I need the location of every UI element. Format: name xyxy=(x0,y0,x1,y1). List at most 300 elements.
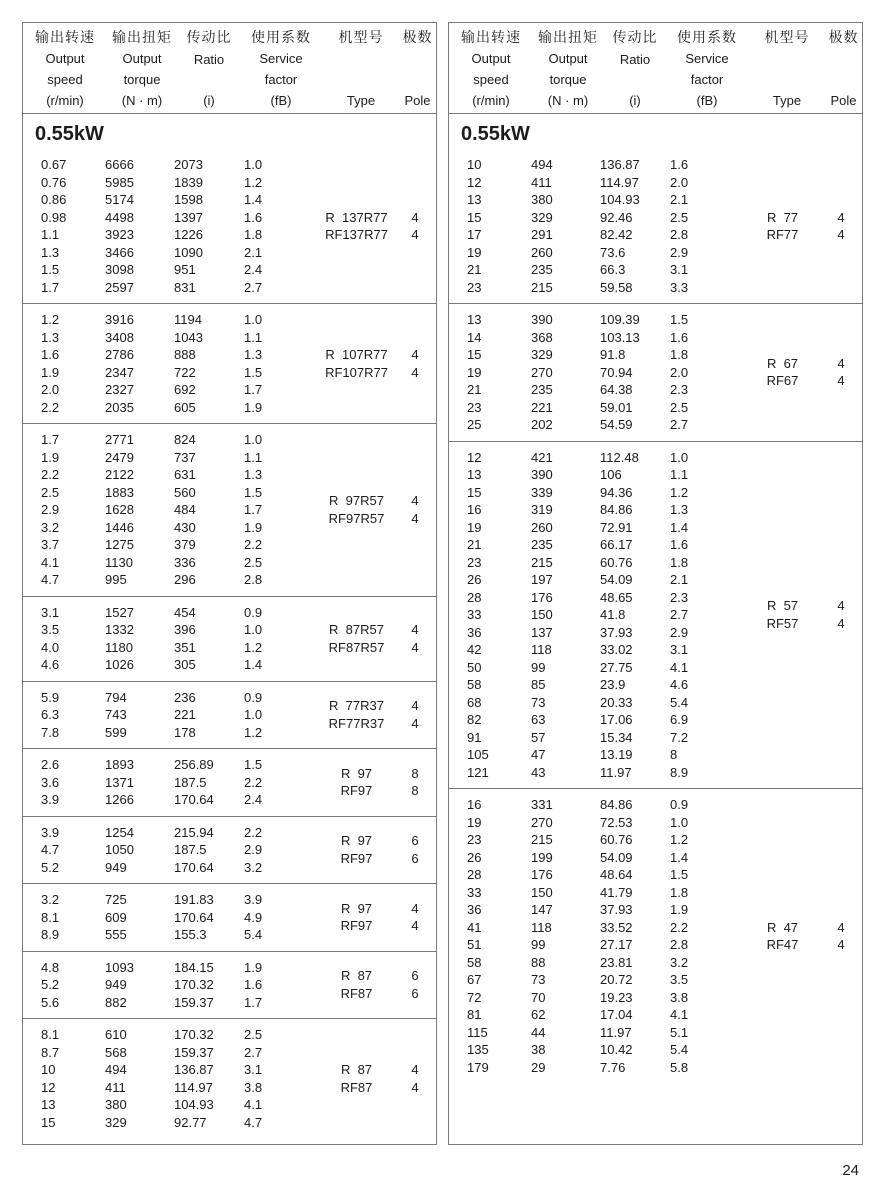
cell-output-torque: 725 xyxy=(105,892,127,907)
cell-output-speed: 1.2 xyxy=(41,312,60,327)
type-pole-row xyxy=(319,510,436,528)
pole-value: 4 xyxy=(411,347,419,362)
cell-ratio: 23.81 xyxy=(600,954,633,970)
cell-ratio: 1397 xyxy=(174,209,203,225)
cell-output-torque: 221 xyxy=(531,399,553,415)
cell-ratio: 13.19 xyxy=(600,747,633,762)
cell-ratio: 215.94 xyxy=(174,824,214,840)
cell-output-speed: 8.7 xyxy=(41,1044,60,1060)
cell-output-speed: 2.5 xyxy=(41,484,60,500)
type-label: R 47 xyxy=(766,919,799,935)
left_table-groups xyxy=(23,149,436,1144)
cell-ratio: 1090 xyxy=(174,244,203,260)
cell-output-torque: 38 xyxy=(531,1042,546,1057)
cell-service-factor: 1.8 xyxy=(670,884,689,900)
cell-output-speed: 115 xyxy=(467,1024,488,1040)
cell-output-torque: 73 xyxy=(531,972,546,987)
cell-output-torque: 5174 xyxy=(105,192,134,207)
cell-output-speed: 19 xyxy=(467,519,482,535)
table-group xyxy=(23,424,436,597)
header-type-unit: Type xyxy=(772,92,802,108)
cell-ratio: 191.83 xyxy=(174,892,214,907)
pole-value: 4 xyxy=(837,373,845,389)
cell-service-factor: 2.2 xyxy=(244,824,263,840)
cell-output-torque: 215 xyxy=(531,554,553,570)
header-output-torque xyxy=(531,30,605,108)
cell-output-speed: 19 xyxy=(467,814,482,830)
table-group xyxy=(23,682,436,750)
cell-ratio: 1226 xyxy=(174,227,203,242)
pole-value: 4 xyxy=(411,900,419,916)
cell-output-speed: 4.0 xyxy=(41,639,60,655)
group-rows xyxy=(449,449,745,782)
cell-output-torque: 147 xyxy=(531,902,553,917)
cell-ratio: 484 xyxy=(174,502,196,517)
group-rows xyxy=(449,311,745,434)
cell-ratio: 84.86 xyxy=(600,502,633,517)
cell-output-speed: 1.3 xyxy=(41,329,60,345)
cell-ratio: 187.5 xyxy=(174,842,207,857)
type-pole-block xyxy=(745,449,862,782)
cell-service-factor: 1.9 xyxy=(244,519,263,535)
cell-output-speed: 12 xyxy=(467,174,482,190)
cell-output-torque: 88 xyxy=(531,954,546,970)
cell-ratio: 114.97 xyxy=(600,174,639,190)
cell-output-speed: 15 xyxy=(41,1114,56,1130)
type-pole-row xyxy=(319,226,436,244)
pole-value: 8 xyxy=(411,783,419,799)
pole-value: 4 xyxy=(411,698,419,714)
cell-output-torque: 3098 xyxy=(105,262,134,277)
cell-ratio: 48.64 xyxy=(600,867,633,882)
cell-output-torque: 176 xyxy=(531,867,553,882)
cell-ratio: 15.34 xyxy=(600,729,633,745)
header-output-speed xyxy=(451,30,531,108)
cell-output-speed: 19 xyxy=(467,244,482,260)
pole-value: 4 xyxy=(411,1062,419,1077)
cell-ratio: 256.89 xyxy=(174,757,214,772)
cell-output-torque: 62 xyxy=(531,1007,546,1022)
cell-ratio: 170.64 xyxy=(174,792,214,807)
cell-ratio: 737 xyxy=(174,449,196,465)
cell-ratio: 66.3 xyxy=(600,262,626,277)
cell-service-factor: 1.4 xyxy=(244,192,263,207)
cell-output-speed: 2.2 xyxy=(41,467,60,482)
table-group xyxy=(23,749,436,817)
cell-output-torque: 2035 xyxy=(105,399,134,415)
header-type-unit: Type xyxy=(346,92,376,108)
cell-service-factor: 2.2 xyxy=(244,537,263,552)
cell-ratio: 336 xyxy=(174,554,196,570)
cell-service-factor: 1.5 xyxy=(244,484,263,500)
type-pole-row xyxy=(745,919,862,937)
cell-service-factor: 1.9 xyxy=(244,399,263,415)
cell-ratio: 59.01 xyxy=(600,399,633,415)
cell-ratio: 106 xyxy=(600,467,622,482)
header-type xyxy=(323,30,399,108)
cell-output-speed: 28 xyxy=(467,589,482,605)
pole-value: 4 xyxy=(411,639,419,655)
cell-output-torque: 2327 xyxy=(105,382,134,397)
cell-output-torque: 1371 xyxy=(105,774,134,790)
cell-output-speed: 13 xyxy=(467,312,482,327)
cell-ratio: 91.8 xyxy=(600,347,626,362)
left-spec-table xyxy=(22,22,437,1145)
header-output-speed-zh: 输出转速 xyxy=(35,29,95,45)
type-label: R 67 xyxy=(766,355,799,371)
cell-service-factor: 3.8 xyxy=(670,989,689,1005)
cell-output-torque: 610 xyxy=(105,1027,127,1042)
cell-ratio: 33.52 xyxy=(600,919,633,935)
cell-ratio: 159.37 xyxy=(174,994,214,1010)
cell-ratio: 70.94 xyxy=(600,364,633,380)
cell-ratio: 73.6 xyxy=(600,244,626,260)
type-label: RF77R37 xyxy=(328,715,385,731)
cell-output-torque: 270 xyxy=(531,814,553,830)
cell-output-speed: 1.5 xyxy=(41,262,60,277)
type-pole-row xyxy=(745,355,862,373)
cell-output-torque: 421 xyxy=(531,449,553,465)
cell-ratio: 37.93 xyxy=(600,902,633,917)
cell-service-factor: 3.8 xyxy=(244,1079,263,1095)
cell-output-torque: 380 xyxy=(531,192,553,207)
cell-output-speed: 26 xyxy=(467,572,482,587)
cell-service-factor: 2.9 xyxy=(670,624,689,640)
cell-output-torque: 882 xyxy=(105,994,127,1010)
cell-output-speed: 16 xyxy=(467,502,482,517)
type-label: RF97 xyxy=(340,850,373,866)
cell-output-torque: 1266 xyxy=(105,792,134,807)
type-pole-row xyxy=(319,1061,436,1079)
type-pole-row xyxy=(745,597,862,615)
pole-value: 4 xyxy=(837,937,845,952)
type-label: RF67 xyxy=(766,373,799,389)
cell-ratio: 92.77 xyxy=(174,1114,207,1130)
header-ratio-en1: Ratio xyxy=(619,51,651,67)
cell-service-factor: 2.7 xyxy=(244,279,263,295)
cell-output-torque: 3923 xyxy=(105,227,134,242)
cell-output-speed: 1.6 xyxy=(41,347,60,362)
type-pole-row xyxy=(319,832,436,850)
cell-output-speed: 81 xyxy=(467,1007,482,1022)
cell-service-factor: 1.0 xyxy=(670,814,689,830)
type-pole-block xyxy=(319,1026,436,1131)
header-output-speed xyxy=(25,30,105,108)
cell-output-speed: 33 xyxy=(467,884,482,900)
cell-output-speed: 12 xyxy=(467,449,482,465)
cell-output-torque: 3408 xyxy=(105,329,134,345)
cell-service-factor: 2.5 xyxy=(244,554,263,570)
cell-ratio: 72.91 xyxy=(600,519,633,535)
cell-output-speed: 2.6 xyxy=(41,757,60,772)
cell-service-factor: 2.7 xyxy=(670,417,689,432)
pole-value: 4 xyxy=(837,227,845,242)
type-label: R 97 xyxy=(340,833,373,849)
type-label: R 57 xyxy=(766,598,799,614)
cell-service-factor: 1.1 xyxy=(670,467,689,482)
cell-ratio: 84.86 xyxy=(600,797,633,812)
cell-ratio: 10.42 xyxy=(600,1042,633,1057)
cell-service-factor: 1.2 xyxy=(244,174,263,190)
cell-output-torque: 118 xyxy=(531,919,552,935)
cell-output-torque: 494 xyxy=(105,1062,127,1077)
cell-service-factor: 3.1 xyxy=(670,262,689,277)
type-label: R 77 xyxy=(766,209,799,225)
table-group xyxy=(449,789,862,1083)
header-pole-unit: Pole xyxy=(404,92,431,108)
cell-output-speed: 12 xyxy=(41,1079,56,1095)
table-group xyxy=(23,597,436,682)
cell-service-factor: 1.7 xyxy=(244,994,263,1010)
cell-output-speed: 82 xyxy=(467,712,482,727)
cell-ratio: 104.93 xyxy=(600,192,640,207)
group-rows xyxy=(23,1026,319,1131)
cell-output-torque: 63 xyxy=(531,712,546,727)
cell-ratio: 64.38 xyxy=(600,382,633,397)
pole-value: 4 xyxy=(411,1079,419,1095)
cell-ratio: 103.13 xyxy=(600,329,640,345)
cell-ratio: 305 xyxy=(174,657,196,672)
cell-output-speed: 4.7 xyxy=(41,842,60,857)
header-pole-zh: 极数 xyxy=(828,29,859,45)
cell-service-factor: 4.6 xyxy=(670,677,689,692)
cell-ratio: 159.37 xyxy=(174,1044,214,1060)
cell-service-factor: 1.6 xyxy=(244,977,263,992)
header-service-factor-unit: (fB) xyxy=(270,93,292,108)
cell-output-torque: 291 xyxy=(531,227,553,242)
cell-output-speed: 121 xyxy=(467,764,489,780)
cell-service-factor: 5.4 xyxy=(244,927,263,942)
section-title-power: 0.55kW xyxy=(35,123,104,145)
cell-output-torque: 1026 xyxy=(105,657,134,672)
cell-service-factor: 2.2 xyxy=(244,774,263,790)
cell-output-speed: 21 xyxy=(467,262,482,277)
header-pole-unit: Pole xyxy=(830,92,857,108)
cell-output-speed: 4.6 xyxy=(41,657,60,672)
cell-ratio: 54.09 xyxy=(600,849,633,865)
cell-output-torque: 29 xyxy=(531,1059,546,1075)
header-ratio xyxy=(605,30,665,108)
table-group xyxy=(449,304,862,442)
pole-value: 4 xyxy=(411,510,419,526)
type-pole-block xyxy=(319,689,436,742)
cell-output-speed: 15 xyxy=(467,347,482,362)
cell-output-speed: 23 xyxy=(467,399,482,415)
cell-output-torque: 197 xyxy=(531,572,553,587)
cell-ratio: 72.53 xyxy=(600,814,633,830)
cell-output-speed: 23 xyxy=(467,554,482,570)
type-pole-row xyxy=(319,715,436,733)
type-label: RF47 xyxy=(766,937,799,952)
cell-output-speed: 2.2 xyxy=(41,399,60,415)
pole-value: 8 xyxy=(411,765,419,781)
cell-output-torque: 568 xyxy=(105,1044,127,1060)
type-label: R 97 xyxy=(340,765,373,781)
type-label: R 87R57 xyxy=(329,622,384,637)
cell-output-speed: 0.98 xyxy=(41,209,67,225)
type-pole-row xyxy=(745,936,862,954)
right-table-header xyxy=(449,23,862,114)
cell-output-torque: 6666 xyxy=(105,157,134,172)
left-table-header xyxy=(23,23,436,114)
cell-output-speed: 0.76 xyxy=(41,174,67,190)
cell-service-factor: 2.8 xyxy=(244,572,263,587)
cell-service-factor: 1.3 xyxy=(670,502,689,517)
cell-service-factor: 1.7 xyxy=(244,382,263,397)
cell-service-factor: 1.8 xyxy=(670,554,689,570)
type-pole-row xyxy=(745,372,862,390)
cell-service-factor: 2.5 xyxy=(670,399,689,415)
cell-ratio: 60.76 xyxy=(600,554,633,570)
header-pole xyxy=(399,30,436,108)
type-pole-block xyxy=(319,431,436,589)
cell-output-speed: 17 xyxy=(467,227,482,242)
cell-service-factor: 2.8 xyxy=(670,227,689,242)
cell-service-factor: 1.3 xyxy=(244,467,263,482)
pole-value: 4 xyxy=(837,355,845,371)
type-pole-block xyxy=(319,891,436,944)
cell-ratio: 1839 xyxy=(174,174,203,190)
cell-ratio: 170.64 xyxy=(174,909,214,925)
cell-output-torque: 270 xyxy=(531,364,553,380)
cell-ratio: 2073 xyxy=(174,157,203,172)
type-pole-block xyxy=(745,311,862,434)
type-label: RF87 xyxy=(340,1079,373,1095)
cell-ratio: 109.39 xyxy=(600,312,640,327)
cell-output-speed: 23 xyxy=(467,832,482,847)
header-output-torque-zh: 输出扭矩 xyxy=(538,29,598,45)
cell-output-torque: 137 xyxy=(531,624,553,640)
cell-ratio: 888 xyxy=(174,347,196,362)
group-rows xyxy=(23,824,319,877)
type-pole-row xyxy=(319,765,436,783)
page-number: 24 xyxy=(842,1162,859,1179)
cell-output-torque: 380 xyxy=(105,1097,127,1112)
cell-service-factor: 5.4 xyxy=(670,1042,689,1057)
pole-value: 4 xyxy=(837,919,845,935)
cell-ratio: 54.59 xyxy=(600,417,633,432)
right_table-groups xyxy=(449,149,862,1144)
cell-output-speed: 5.2 xyxy=(41,859,60,875)
cell-output-speed: 21 xyxy=(467,537,482,552)
header-output-speed-en2: speed xyxy=(473,72,509,87)
header-output-torque-unit: (N · m) xyxy=(547,93,589,108)
cell-output-torque: 5985 xyxy=(105,174,134,190)
type-label: R 97 xyxy=(340,900,373,916)
cell-output-torque: 995 xyxy=(105,572,127,587)
cell-output-torque: 411 xyxy=(531,174,552,190)
cell-output-speed: 1.9 xyxy=(41,364,60,380)
header-ratio-zh: 传动比 xyxy=(186,29,232,45)
cell-output-speed: 1.3 xyxy=(41,244,60,260)
group-rows xyxy=(23,156,319,296)
section-title-power: 0.55kW xyxy=(461,123,530,145)
cell-service-factor: 1.6 xyxy=(670,329,689,345)
cell-ratio: 170.32 xyxy=(174,977,214,992)
type-pole-block xyxy=(745,796,862,1076)
cell-output-speed: 5.2 xyxy=(41,977,60,992)
cell-output-speed: 0.86 xyxy=(41,192,67,207)
cell-ratio: 351 xyxy=(174,639,196,655)
cell-output-torque: 176 xyxy=(531,589,553,605)
cell-ratio: 114.97 xyxy=(174,1079,213,1095)
cell-service-factor: 2.0 xyxy=(670,364,689,380)
cell-ratio: 136.87 xyxy=(174,1062,214,1077)
cell-output-speed: 14 xyxy=(467,329,482,345)
header-output-torque-unit: (N · m) xyxy=(121,93,163,108)
cell-service-factor: 2.9 xyxy=(670,244,689,260)
cell-ratio: 104.93 xyxy=(174,1097,214,1112)
cell-ratio: 560 xyxy=(174,484,196,500)
cell-ratio: 17.06 xyxy=(600,712,633,727)
cell-service-factor: 4.7 xyxy=(244,1114,263,1130)
cell-output-torque: 85 xyxy=(531,677,546,692)
cell-service-factor: 1.8 xyxy=(244,227,263,242)
cell-output-torque: 2597 xyxy=(105,279,134,295)
cell-service-factor: 3.1 xyxy=(670,642,689,657)
cell-ratio: 59.58 xyxy=(600,279,633,295)
cell-service-factor: 2.2 xyxy=(670,919,689,935)
header-output-torque xyxy=(105,30,179,108)
cell-output-speed: 50 xyxy=(467,659,482,675)
cell-ratio: 221 xyxy=(174,707,196,722)
cell-service-factor: 1.9 xyxy=(244,959,263,975)
table-group xyxy=(23,952,436,1020)
header-service-factor-en2: factor xyxy=(690,72,724,87)
cell-output-speed: 2.9 xyxy=(41,502,60,517)
type-pole-row xyxy=(319,985,436,1003)
cell-service-factor: 2.4 xyxy=(244,792,263,807)
cell-service-factor: 2.8 xyxy=(670,937,689,952)
cell-service-factor: 1.4 xyxy=(670,519,689,535)
type-pole-row xyxy=(319,209,436,227)
cell-service-factor: 5.1 xyxy=(670,1024,689,1040)
type-label: RF77 xyxy=(766,227,799,242)
cell-service-factor: 1.0 xyxy=(244,432,263,447)
cell-ratio: 692 xyxy=(174,382,196,397)
type-pole-block xyxy=(319,311,436,416)
cell-output-speed: 36 xyxy=(467,902,482,917)
cell-output-torque: 949 xyxy=(105,859,127,875)
pole-value: 6 xyxy=(411,833,419,849)
cell-output-torque: 118 xyxy=(531,642,552,657)
cell-service-factor: 2.5 xyxy=(670,209,689,225)
cell-output-torque: 215 xyxy=(531,832,553,847)
type-pole-row xyxy=(745,226,862,244)
group-rows xyxy=(23,311,319,416)
cell-service-factor: 1.8 xyxy=(670,347,689,362)
header-type-zh: 机型号 xyxy=(764,29,810,45)
cell-output-torque: 1883 xyxy=(105,484,134,500)
cell-output-speed: 58 xyxy=(467,954,482,970)
cell-output-torque: 199 xyxy=(531,849,553,865)
cell-output-torque: 70 xyxy=(531,989,546,1005)
cell-output-torque: 494 xyxy=(531,157,553,172)
pole-value: 4 xyxy=(837,209,845,225)
header-service-factor-zh: 使用系数 xyxy=(251,29,311,45)
cell-output-speed: 2.0 xyxy=(41,382,60,397)
cell-ratio: 722 xyxy=(174,364,196,380)
type-label: RF137R77 xyxy=(325,227,388,242)
header-pole xyxy=(825,30,862,108)
cell-ratio: 7.76 xyxy=(600,1059,626,1075)
cell-output-speed: 36 xyxy=(467,624,482,640)
type-label: RF57 xyxy=(766,615,799,631)
header-service-factor xyxy=(239,30,323,108)
type-pole-row xyxy=(319,639,436,657)
cell-output-torque: 794 xyxy=(105,689,127,705)
type-pole-block xyxy=(319,824,436,877)
